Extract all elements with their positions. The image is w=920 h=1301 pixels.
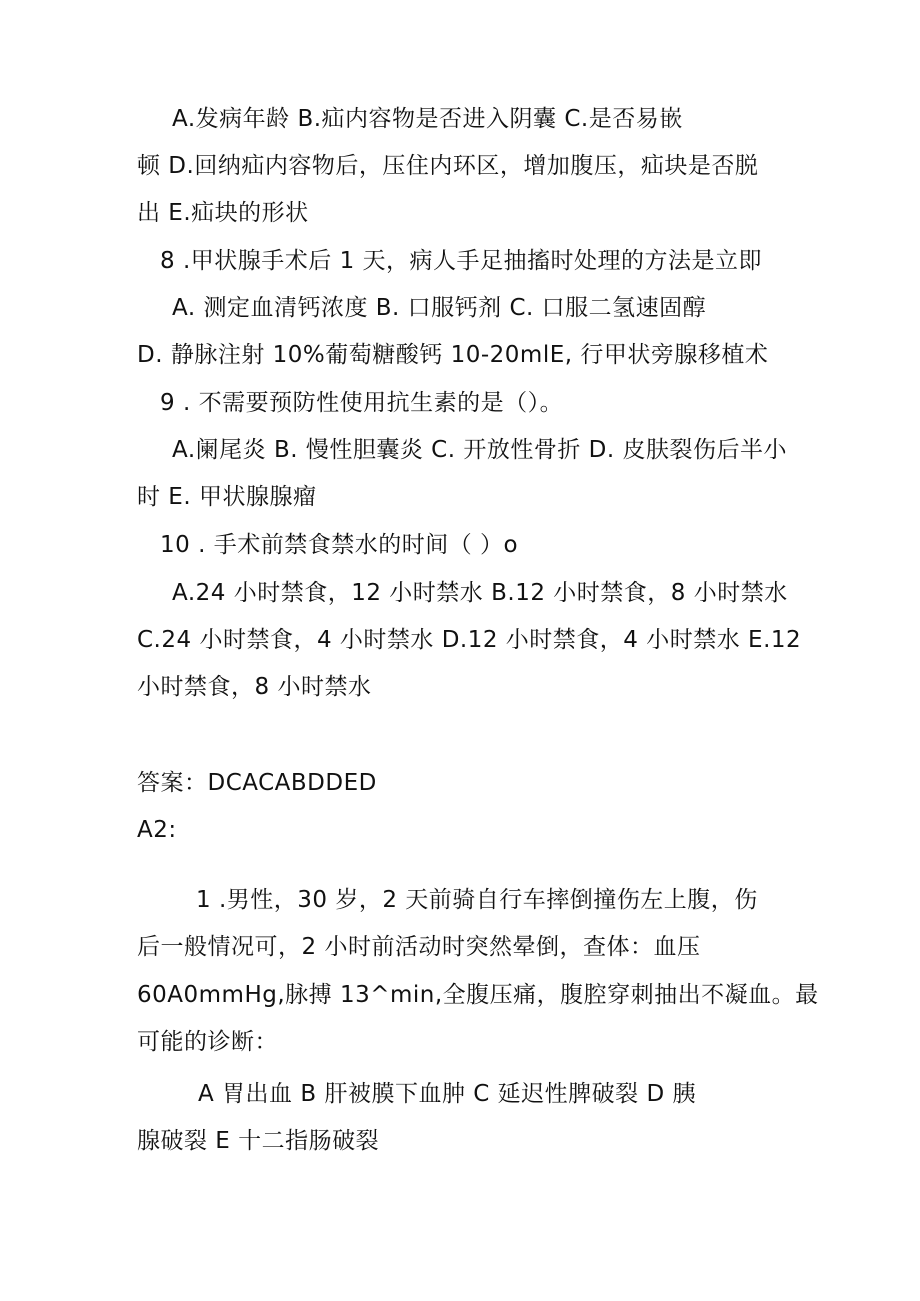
option-line-hernia-abc: A.发病年龄 B.疝内容物是否进入阴囊 C.是否易嵌 (172, 106, 683, 132)
option-line-hernia-e: 出 E.疝块的形状 (137, 200, 309, 226)
question-10: 10 . 手术前禁食禁水的时间（ ）o (160, 532, 519, 558)
case-question-1-line-2: 后一般情况可，2 小时前活动时突然晕倒，查体：血压 (137, 934, 701, 960)
case-question-1-line-3: 60A0mmHg,脉搏 13^min,全腹压痛，腹腔穿刺抽出不凝血。最 (137, 982, 819, 1008)
case-question-1-option-e: 腺破裂 E 十二指肠破裂 (137, 1128, 380, 1154)
section-heading-a2: A2: (137, 817, 177, 843)
question-8-options-abc: A. 测定血清钙浓度 B. 口服钙剂 C. 口服二氢速固醇 (172, 295, 707, 321)
question-10-option-e-cont: 小时禁食，8 小时禁水 (137, 674, 372, 700)
question-10-options-cde: C.24 小时禁食，4 小时禁水 D.12 小时禁食，4 小时禁水 E.12 (137, 627, 802, 653)
question-9-options-abcd: A.阑尾炎 B. 慢性胆囊炎 C. 开放性骨折 D. 皮肤裂伤后半小 (172, 437, 787, 463)
question-9-option-e: 时 E. 甲状腺腺瘤 (137, 484, 317, 510)
question-8-options-de: D. 静脉注射 10%葡萄糖酸钙 10-20mlE, 行甲状旁腺移植术 (137, 342, 769, 368)
question-9: 9 . 不需要预防性使用抗生素的是（）。 (160, 390, 564, 416)
question-10-options-ab: A.24 小时禁食，12 小时禁水 B.12 小时禁食，8 小时禁水 (172, 580, 788, 606)
case-question-1: 1 .男性，30 岁，2 天前骑自行车摔倒撞伤左上腹，伤 (196, 887, 758, 913)
answer-key: 答案：DCACABDDED (137, 770, 377, 796)
case-question-1-line-4: 可能的诊断： (137, 1029, 278, 1055)
option-line-hernia-d: 顿 D.回纳疝内容物后，压住内环区，增加腹压，疝块是否脱 (137, 153, 759, 179)
case-question-1-options-abcd: A 胃出血 B 肝被膜下血肿 C 延迟性脾破裂 D 胰 (198, 1081, 696, 1107)
question-8: 8 .甲状腺手术后 1 天，病人手足抽搐时处理的方法是立即 (160, 248, 763, 274)
